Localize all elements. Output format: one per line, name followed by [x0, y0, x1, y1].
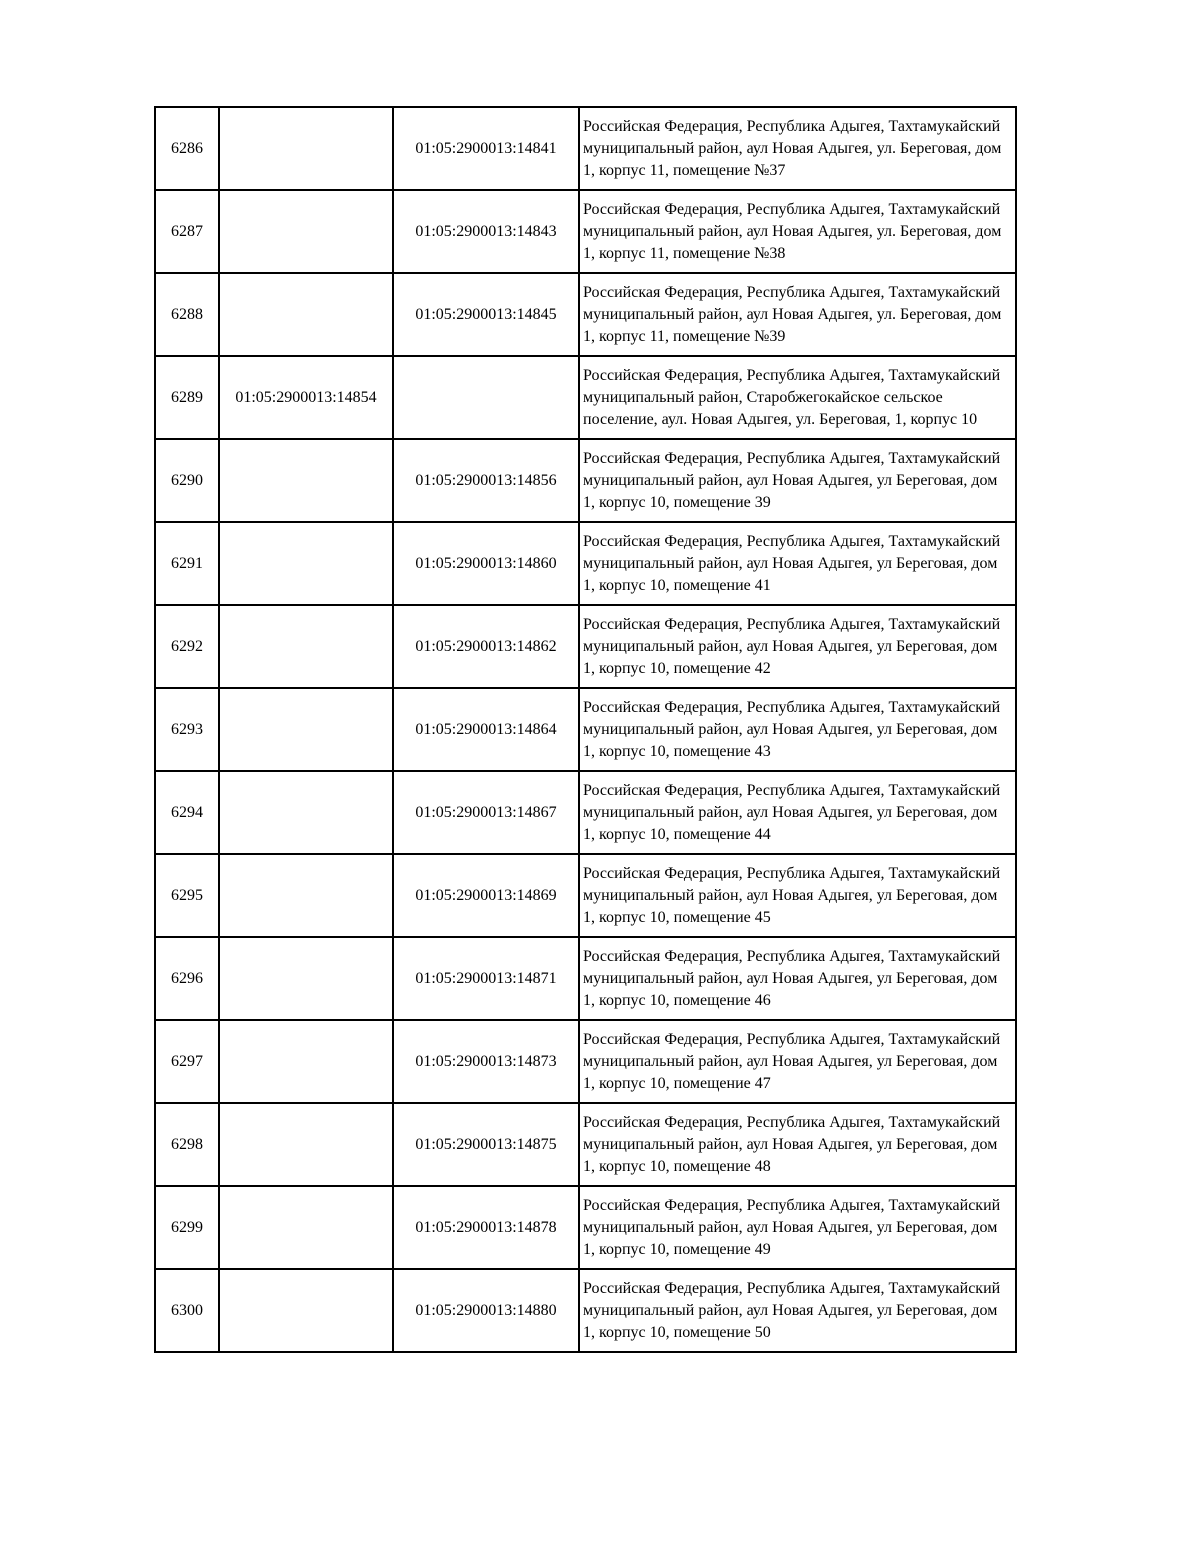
table-row	[155, 1103, 1016, 1186]
address-cell: Российская Федерация, Республика Адыгея, Тахтамукайский муниципальный район, аул Новая Адыгея, ул Береговая, дом 1, корпус 10, помещение 43	[579, 688, 1016, 771]
land-cadastral-cell	[219, 190, 393, 273]
row-number-cell: 6298	[155, 1103, 219, 1186]
table-row	[155, 771, 1016, 854]
object-cadastral-cell: 01:05:2900013:14869	[393, 854, 579, 937]
row-number-cell: 6292	[155, 605, 219, 688]
address-cell: Российская Федерация, Республика Адыгея, Тахтамукайский муниципальный район, аул Новая Адыгея, ул Береговая, дом 1, корпус 10, помещение 48	[579, 1103, 1016, 1186]
row-number-cell: 6300	[155, 1269, 219, 1352]
land-cadastral-cell	[219, 273, 393, 356]
land-cadastral-cell	[219, 1020, 393, 1103]
address-cell: Российская Федерация, Республика Адыгея, Тахтамукайский муниципальный район, Старобжегокайское сельское поселение, аул. Новая Адыгея, ул. Береговая, 1, корпус 10	[579, 356, 1016, 439]
row-number-cell: 6289	[155, 356, 219, 439]
address-cell: Российская Федерация, Республика Адыгея, Тахтамукайский муниципальный район, аул Новая Адыгея, ул Береговая, дом 1, корпус 10, помещение 45	[579, 854, 1016, 937]
land-cadastral-cell: 01:05:2900013:14854	[219, 356, 393, 439]
row-number-cell: 6293	[155, 688, 219, 771]
table-row	[155, 688, 1016, 771]
table-row	[155, 854, 1016, 937]
table-row	[155, 356, 1016, 439]
land-cadastral-cell	[219, 522, 393, 605]
land-cadastral-cell	[219, 688, 393, 771]
address-cell: Российская Федерация, Республика Адыгея, Тахтамукайский муниципальный район, аул Новая Адыгея, ул. Береговая, дом 1, корпус 11, помещение №38	[579, 190, 1016, 273]
land-cadastral-cell	[219, 937, 393, 1020]
land-cadastral-cell	[219, 771, 393, 854]
object-cadastral-cell: 01:05:2900013:14843	[393, 190, 579, 273]
table-row	[155, 605, 1016, 688]
address-cell: Российская Федерация, Республика Адыгея, Тахтамукайский муниципальный район, аул Новая Адыгея, ул Береговая, дом 1, корпус 10, помещение 44	[579, 771, 1016, 854]
land-cadastral-cell	[219, 107, 393, 190]
object-cadastral-cell: 01:05:2900013:14875	[393, 1103, 579, 1186]
land-cadastral-cell	[219, 1186, 393, 1269]
row-number-cell: 6286	[155, 107, 219, 190]
address-cell: Российская Федерация, Республика Адыгея, Тахтамукайский муниципальный район, аул Новая Адыгея, ул Береговая, дом 1, корпус 10, помещение 46	[579, 937, 1016, 1020]
address-cell: Российская Федерация, Республика Адыгея, Тахтамукайский муниципальный район, аул Новая Адыгея, ул Береговая, дом 1, корпус 10, помещение 39	[579, 439, 1016, 522]
row-number-cell: 6297	[155, 1020, 219, 1103]
row-number-cell: 6287	[155, 190, 219, 273]
row-number-cell: 6294	[155, 771, 219, 854]
object-cadastral-cell: 01:05:2900013:14873	[393, 1020, 579, 1103]
row-number-cell: 6288	[155, 273, 219, 356]
property-registry-table	[154, 106, 1017, 1353]
address-cell: Российская Федерация, Республика Адыгея, Тахтамукайский муниципальный район, аул Новая Адыгея, ул Береговая, дом 1, корпус 10, помещение 41	[579, 522, 1016, 605]
row-number-cell: 6299	[155, 1186, 219, 1269]
land-cadastral-cell	[219, 1103, 393, 1186]
row-number-cell: 6296	[155, 937, 219, 1020]
table-row	[155, 107, 1016, 190]
land-cadastral-cell	[219, 439, 393, 522]
object-cadastral-cell: 01:05:2900013:14867	[393, 771, 579, 854]
table-row	[155, 273, 1016, 356]
object-cadastral-cell: 01:05:2900013:14860	[393, 522, 579, 605]
address-cell: Российская Федерация, Республика Адыгея, Тахтамукайский муниципальный район, аул Новая Адыгея, ул. Береговая, дом 1, корпус 11, помещение №37	[579, 107, 1016, 190]
table-row	[155, 190, 1016, 273]
table-row	[155, 1269, 1016, 1352]
address-cell: Российская Федерация, Республика Адыгея, Тахтамукайский муниципальный район, аул Новая Адыгея, ул. Береговая, дом 1, корпус 11, помещение №39	[579, 273, 1016, 356]
registry-table-body	[155, 107, 1016, 1352]
table-row	[155, 1186, 1016, 1269]
address-cell: Российская Федерация, Республика Адыгея, Тахтамукайский муниципальный район, аул Новая Адыгея, ул Береговая, дом 1, корпус 10, помещение 50	[579, 1269, 1016, 1352]
address-cell: Российская Федерация, Республика Адыгея, Тахтамукайский муниципальный район, аул Новая Адыгея, ул Береговая, дом 1, корпус 10, помещение 42	[579, 605, 1016, 688]
row-number-cell: 6290	[155, 439, 219, 522]
object-cadastral-cell: 01:05:2900013:14871	[393, 937, 579, 1020]
object-cadastral-cell: 01:05:2900013:14845	[393, 273, 579, 356]
row-number-cell: 6295	[155, 854, 219, 937]
row-number-cell: 6291	[155, 522, 219, 605]
table-row	[155, 522, 1016, 605]
object-cadastral-cell: 01:05:2900013:14862	[393, 605, 579, 688]
object-cadastral-cell: 01:05:2900013:14856	[393, 439, 579, 522]
land-cadastral-cell	[219, 605, 393, 688]
address-cell: Российская Федерация, Республика Адыгея, Тахтамукайский муниципальный район, аул Новая Адыгея, ул Береговая, дом 1, корпус 10, помещение 49	[579, 1186, 1016, 1269]
object-cadastral-cell: 01:05:2900013:14841	[393, 107, 579, 190]
object-cadastral-cell: 01:05:2900013:14880	[393, 1269, 579, 1352]
table-row	[155, 1020, 1016, 1103]
land-cadastral-cell	[219, 854, 393, 937]
object-cadastral-cell: 01:05:2900013:14878	[393, 1186, 579, 1269]
table-row	[155, 937, 1016, 1020]
object-cadastral-cell: 01:05:2900013:14864	[393, 688, 579, 771]
object-cadastral-cell	[393, 356, 579, 439]
address-cell: Российская Федерация, Республика Адыгея, Тахтамукайский муниципальный район, аул Новая Адыгея, ул Береговая, дом 1, корпус 10, помещение 47	[579, 1020, 1016, 1103]
table-row	[155, 439, 1016, 522]
land-cadastral-cell	[219, 1269, 393, 1352]
